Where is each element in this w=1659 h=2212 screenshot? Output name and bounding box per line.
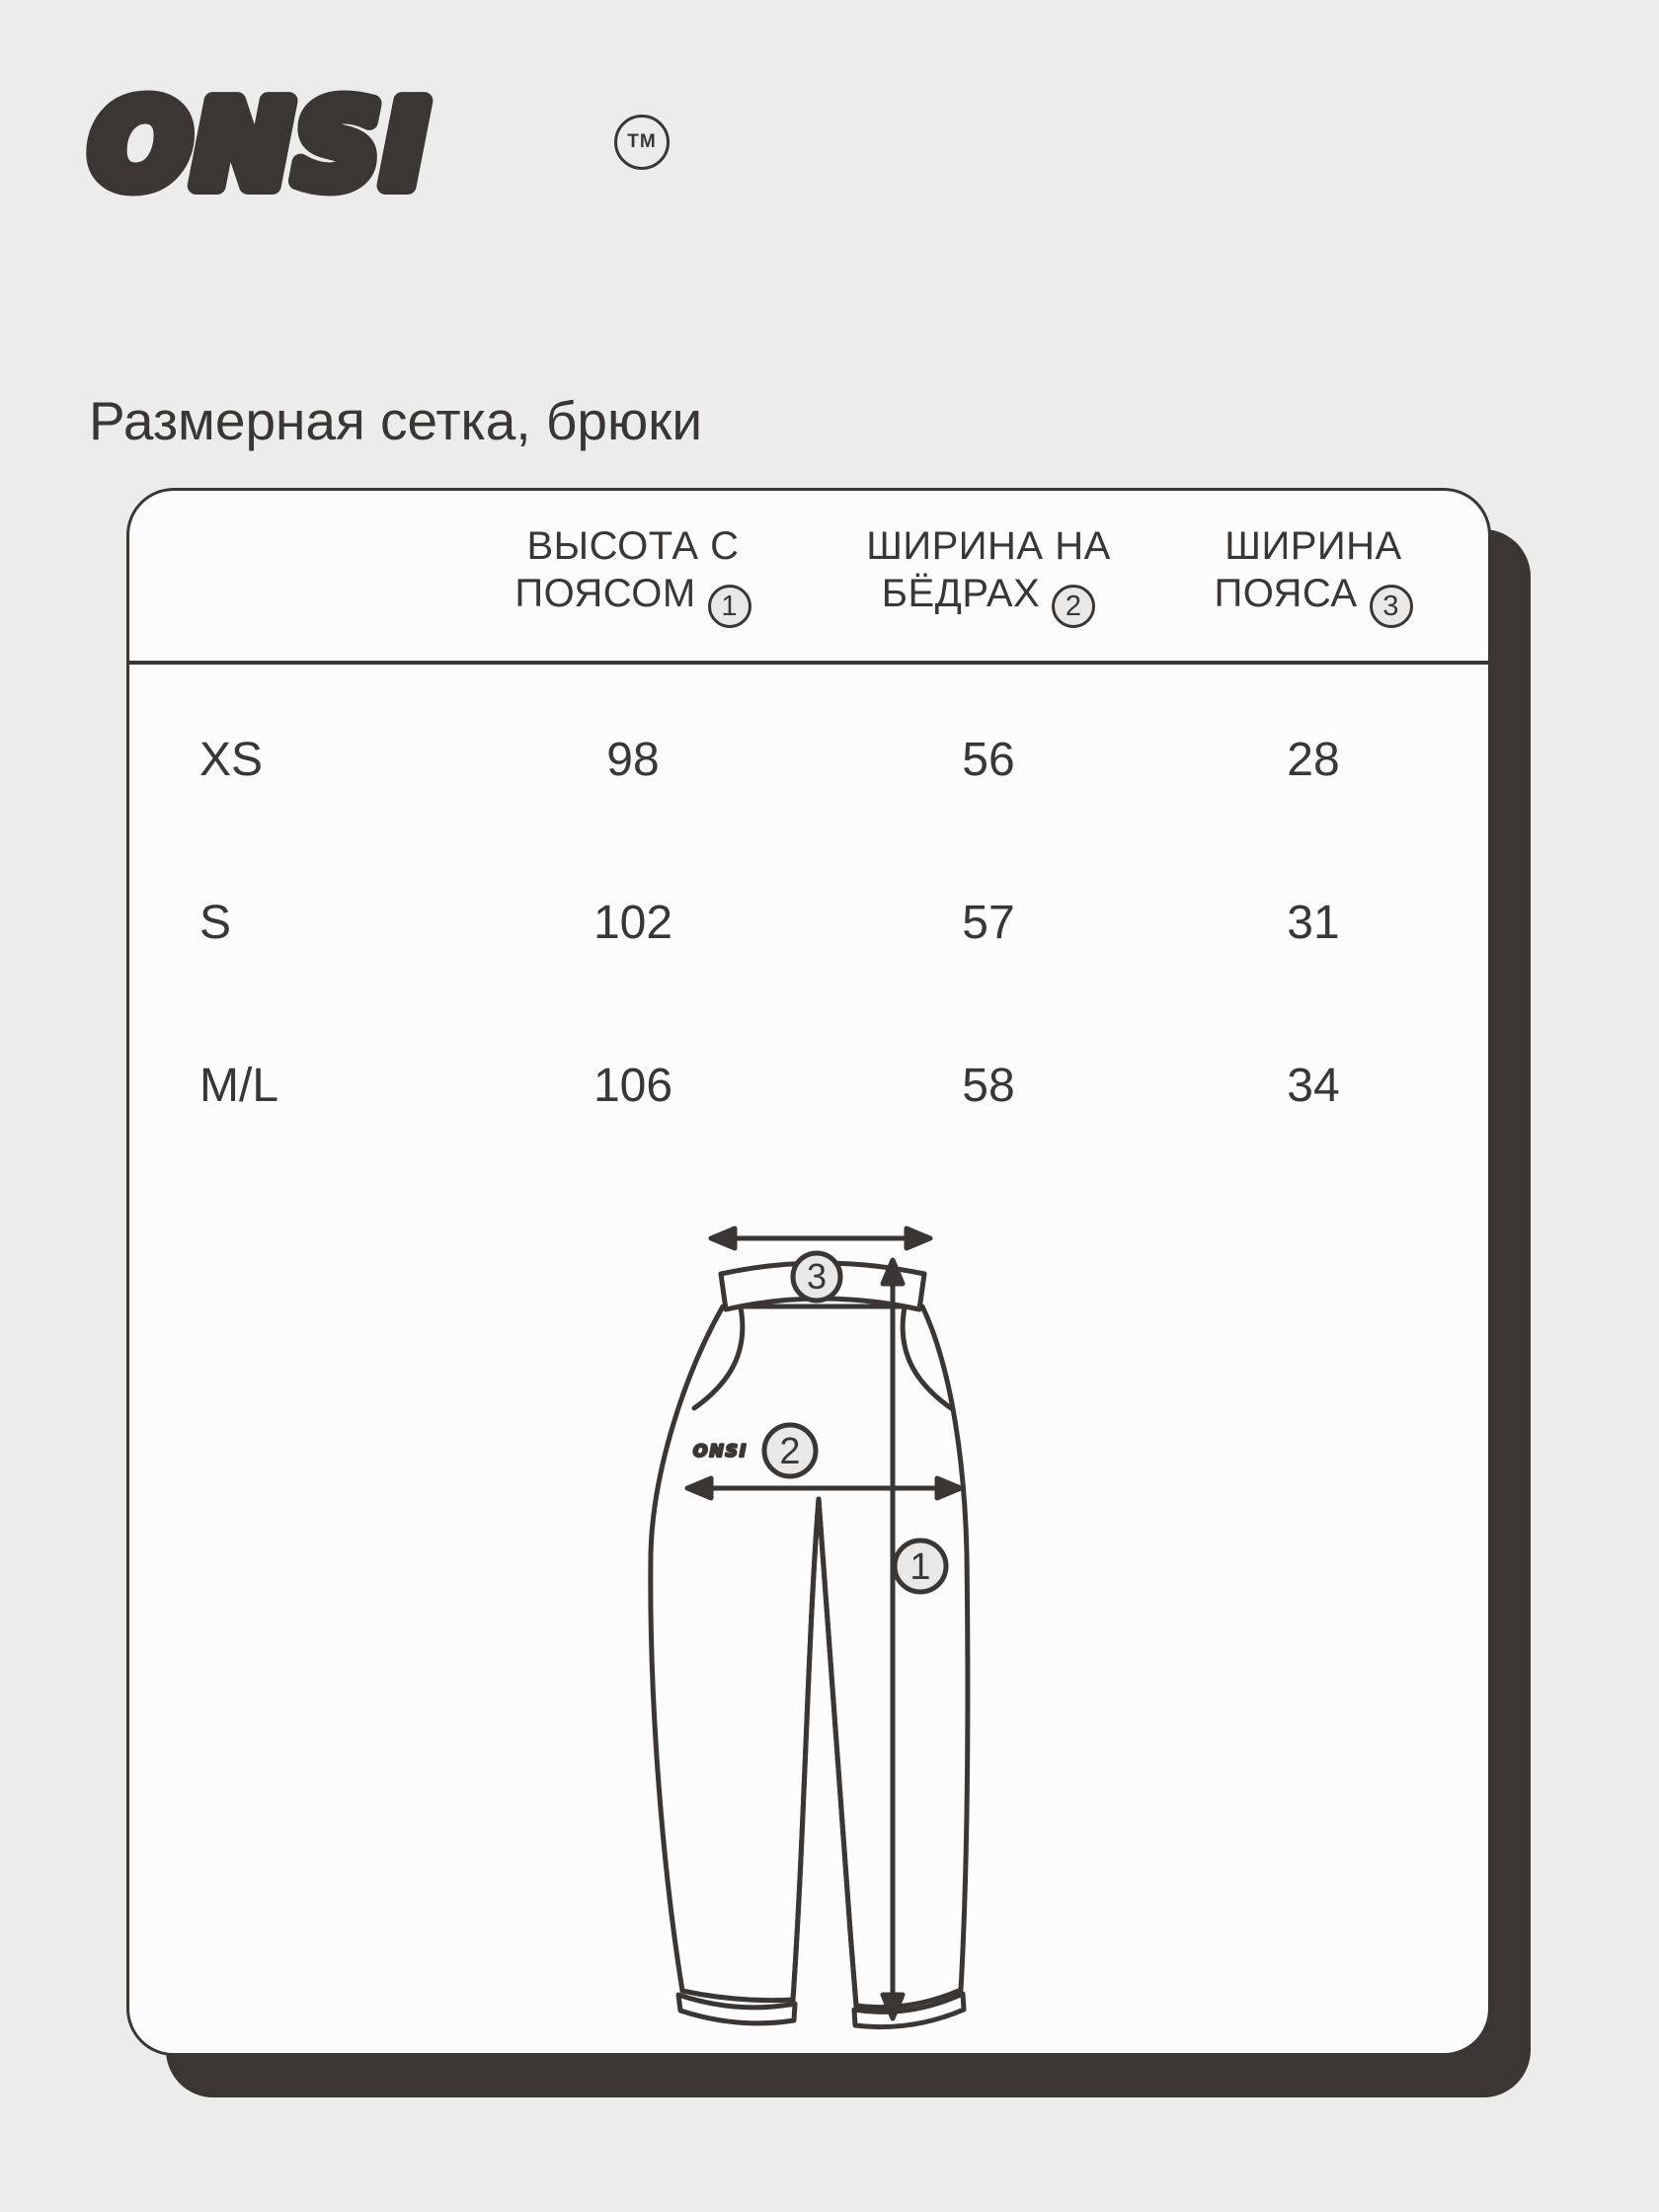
header-line1: ВЫСОТА С	[526, 524, 740, 569]
value-hips: 57	[962, 897, 1015, 949]
arrowhead-up	[883, 1260, 903, 1284]
header-line1: ШИРИНА НА	[866, 524, 1111, 569]
value-height: 98	[606, 734, 660, 786]
size-label: XS	[199, 734, 264, 786]
marker-number-3: 3	[806, 1256, 828, 1297]
header-line2: ПОЯСОМ	[514, 571, 696, 615]
header-line2: БЁДРАХ	[881, 571, 1041, 615]
value-waist: 31	[1287, 897, 1340, 949]
value-waist: 34	[1287, 1060, 1340, 1112]
value-hips: 58	[962, 1060, 1015, 1112]
diagram-brand-mark: ONSI	[693, 1442, 749, 1462]
badge-number: 2	[1065, 590, 1082, 622]
column-header-waistband-width	[1139, 523, 1488, 627]
measure-badge-1	[708, 585, 751, 628]
size-label: S	[199, 897, 232, 949]
trademark-badge	[614, 115, 670, 170]
trademark-text: TM	[627, 131, 657, 152]
trousers-measurement-diagram	[553, 1213, 1066, 2047]
value-height: 102	[592, 897, 673, 949]
value-waist: 28	[1287, 734, 1340, 786]
measure-badge-2	[1052, 585, 1095, 628]
value-height: 106	[592, 1060, 673, 1112]
column-header-hip-width	[838, 523, 1139, 627]
brand-logo-wordmark	[85, 57, 677, 225]
column-header-height-with-belt	[428, 523, 838, 627]
badge-number: 3	[1382, 590, 1399, 622]
table-body	[129, 665, 1488, 1167]
value-hips: 56	[962, 734, 1015, 786]
size-label: M/L	[199, 1060, 279, 1112]
table-header-row	[129, 491, 1488, 665]
header-line2: ПОЯСА	[1214, 571, 1358, 615]
brand-logo-text: ONSI	[91, 77, 431, 213]
table-row-xs	[129, 678, 1488, 841]
marker-number-2: 2	[779, 1431, 801, 1472]
brand-logo	[85, 57, 677, 225]
table-row-s	[129, 841, 1488, 1004]
arrowhead-left	[711, 1228, 735, 1248]
arrowhead-right	[907, 1228, 930, 1248]
header-line1: ШИРИНА	[1224, 524, 1402, 569]
page-title: Размерная сетка, брюки	[89, 390, 703, 451]
table-row-ml	[129, 1004, 1488, 1167]
badge-number: 1	[721, 590, 738, 622]
marker-number-1: 1	[909, 1546, 931, 1588]
measure-badge-3	[1370, 585, 1413, 628]
